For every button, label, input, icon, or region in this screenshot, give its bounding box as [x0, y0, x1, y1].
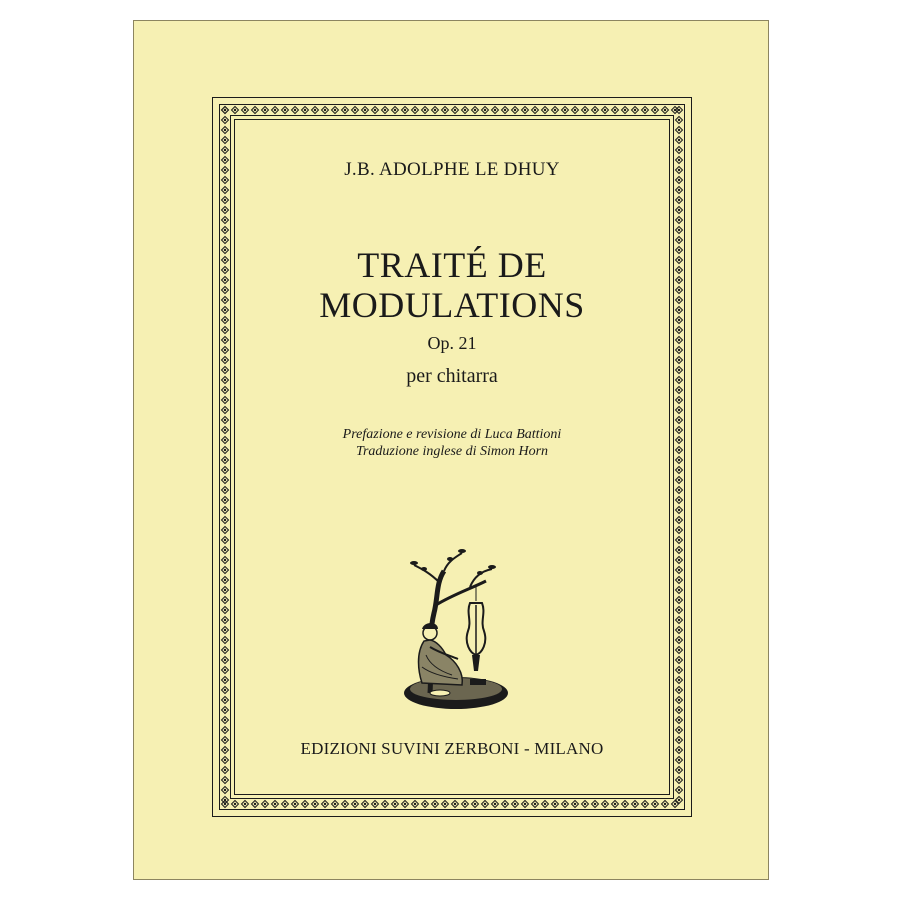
title-line-1: TRAITÉ DE — [357, 245, 547, 285]
instrument-label: per chitarra — [406, 365, 498, 387]
border-ornament — [222, 477, 229, 484]
border-ornament — [592, 801, 599, 808]
border-ornament — [562, 801, 569, 808]
border-ornament — [562, 107, 569, 114]
border-band-bottom — [220, 799, 684, 809]
border-ornament — [222, 647, 229, 654]
border-ornament — [592, 107, 599, 114]
border-ornament — [676, 417, 683, 424]
border-ornament — [512, 107, 519, 114]
border-ornament — [222, 547, 229, 554]
border-ornament — [676, 527, 683, 534]
border-ornament — [422, 801, 429, 808]
border-ornament — [492, 801, 499, 808]
border-ornament — [222, 677, 229, 684]
border-ornament — [676, 587, 683, 594]
border-ornament — [602, 107, 609, 114]
border-ornament — [222, 237, 229, 244]
border-ornament — [676, 657, 683, 664]
translation-credit: Traduzione inglese di Simon Horn — [355, 444, 549, 459]
border-ornament — [532, 801, 539, 808]
border-ornament — [282, 107, 289, 114]
border-ornament — [352, 107, 359, 114]
border-ornament — [622, 801, 629, 808]
border-ornament — [222, 657, 229, 664]
border-ornament — [676, 547, 683, 554]
border-ornament — [222, 527, 229, 534]
border-ornament — [482, 801, 489, 808]
border-ornament — [676, 607, 683, 614]
border-ornament — [676, 567, 683, 574]
border-ornament — [222, 557, 229, 564]
border-ornament — [222, 197, 229, 204]
border-ornament — [392, 801, 399, 808]
border-ornament — [676, 107, 683, 114]
border-band-top — [220, 105, 684, 115]
border-ornament — [222, 487, 229, 494]
border-ornament — [252, 107, 259, 114]
border-ornament — [676, 627, 683, 634]
border-ornament — [442, 801, 449, 808]
border-ornament — [232, 801, 239, 808]
border-ornament — [372, 107, 379, 114]
border-ornament — [222, 607, 229, 614]
border-ornament — [676, 117, 683, 124]
border-ornament — [282, 801, 289, 808]
border-ornament — [542, 801, 549, 808]
border-ornament — [342, 107, 349, 114]
border-ornament — [572, 801, 579, 808]
border-ornament — [652, 801, 659, 808]
border-ornament — [676, 357, 683, 364]
border-ornament — [262, 801, 269, 808]
border-ornament — [432, 801, 439, 808]
border-ornament — [676, 187, 683, 194]
border-ornament — [676, 707, 683, 714]
border-ornament — [322, 801, 329, 808]
border-ornament — [676, 467, 683, 474]
border-ornament — [662, 801, 669, 808]
border-ornament — [676, 677, 683, 684]
border-ornament — [602, 801, 609, 808]
border-ornament — [222, 227, 229, 234]
border-ornament — [222, 107, 229, 114]
border-ornament — [402, 801, 409, 808]
border-ornament — [222, 767, 229, 774]
title-line-2: MODULATIONS — [319, 285, 585, 325]
border-ornament — [676, 507, 683, 514]
border-ornament — [222, 407, 229, 414]
border-ornament — [512, 801, 519, 808]
border-ornament — [676, 577, 683, 584]
border-ornament — [222, 357, 229, 364]
border-ornament — [222, 667, 229, 674]
border-ornament — [552, 801, 559, 808]
border-ornament — [676, 777, 683, 784]
border-ornament — [676, 697, 683, 704]
border-ornament — [382, 801, 389, 808]
border-ornament — [222, 187, 229, 194]
border-ornament — [676, 537, 683, 544]
border-ornament — [292, 801, 299, 808]
border-ornament — [676, 407, 683, 414]
border-ornament — [676, 787, 683, 794]
border-ornament — [492, 107, 499, 114]
border-ornament — [632, 107, 639, 114]
border-ornament — [612, 801, 619, 808]
border-ornament — [676, 497, 683, 504]
border-ornament — [552, 107, 559, 114]
seated-luthier-under-tree-engraving — [400, 543, 512, 719]
border-ornament — [676, 727, 683, 734]
border-ornament — [222, 577, 229, 584]
border-ornament — [362, 801, 369, 808]
border-ornament — [676, 147, 683, 154]
border-ornament — [312, 801, 319, 808]
border-ornament — [272, 107, 279, 114]
preface-credit: Prefazione e revisione di Luca Battioni — [342, 427, 562, 442]
border-ornament — [676, 217, 683, 224]
border-ornament — [662, 107, 669, 114]
border-ornament — [522, 801, 529, 808]
border-ornament — [222, 217, 229, 224]
border-ornament — [222, 797, 229, 804]
border-ornament — [676, 517, 683, 524]
border-ornament — [322, 107, 329, 114]
opus-number: Op. 21 — [427, 333, 477, 353]
border-ornament — [462, 107, 469, 114]
border-ornament — [222, 517, 229, 524]
border-ornament — [222, 507, 229, 514]
border-ornament — [222, 147, 229, 154]
border-ornament — [422, 107, 429, 114]
border-ornament — [222, 137, 229, 144]
border-ornament — [676, 637, 683, 644]
border-ornament — [222, 587, 229, 594]
border-ornament — [222, 417, 229, 424]
border-ornament — [222, 597, 229, 604]
border-ornament — [676, 197, 683, 204]
border-ornament — [676, 597, 683, 604]
border-ornament — [352, 801, 359, 808]
border-ornament — [622, 107, 629, 114]
border-ornament — [502, 107, 509, 114]
border-ornament — [222, 777, 229, 784]
border-ornament — [272, 801, 279, 808]
border-ornament — [676, 397, 683, 404]
border-ornament — [582, 107, 589, 114]
border-ornament — [676, 227, 683, 234]
border-ornament — [676, 207, 683, 214]
border-ornament — [222, 627, 229, 634]
author-name: J.B. ADOLPHE LE DHUY — [344, 159, 560, 180]
border-ornament — [262, 107, 269, 114]
border-ornament — [362, 107, 369, 114]
border-ornament — [222, 127, 229, 134]
border-ornament — [676, 717, 683, 724]
border-ornament — [452, 107, 459, 114]
border-ornament — [222, 787, 229, 794]
border-ornament — [532, 107, 539, 114]
border-ornament — [222, 567, 229, 574]
border-ornament — [652, 107, 659, 114]
border-ornament — [222, 207, 229, 214]
border-ornament — [302, 801, 309, 808]
border-ornament — [442, 107, 449, 114]
border-ornament — [372, 801, 379, 808]
border-ornament — [612, 107, 619, 114]
border-ornament — [222, 397, 229, 404]
border-ornament — [542, 107, 549, 114]
border-ornament — [392, 107, 399, 114]
border-ornament — [242, 107, 249, 114]
border-ornament — [342, 801, 349, 808]
border-ornament — [676, 687, 683, 694]
border-ornament — [676, 137, 683, 144]
border-ornament — [676, 237, 683, 244]
border-ornament — [332, 107, 339, 114]
border-ornament — [222, 727, 229, 734]
border-ornament — [312, 107, 319, 114]
border-ornament — [472, 107, 479, 114]
border-ornament — [232, 107, 239, 114]
border-ornament — [582, 801, 589, 808]
border-ornament — [222, 117, 229, 124]
border-ornament — [222, 467, 229, 474]
border-ornament — [242, 801, 249, 808]
border-ornament — [252, 801, 259, 808]
border-ornament — [432, 107, 439, 114]
score-cover — [133, 20, 769, 880]
border-ornament — [676, 617, 683, 624]
border-ornament — [292, 107, 299, 114]
border-ornament — [302, 107, 309, 114]
border-ornament — [222, 687, 229, 694]
border-ornament — [382, 107, 389, 114]
border-ornament — [462, 801, 469, 808]
border-ornament — [222, 537, 229, 544]
border-ornament — [222, 617, 229, 624]
border-ornament — [222, 707, 229, 714]
border-ornament — [522, 107, 529, 114]
border-ornament — [676, 647, 683, 654]
border-ornament — [502, 801, 509, 808]
border-ornament — [676, 487, 683, 494]
publisher-imprint: EDIZIONI SUVINI ZERBONI - MILANO — [300, 739, 604, 758]
border-ornament — [642, 107, 649, 114]
border-ornament — [332, 801, 339, 808]
border-ornament — [676, 127, 683, 134]
border-ornament — [676, 767, 683, 774]
border-ornament — [472, 801, 479, 808]
border-ornament — [222, 637, 229, 644]
border-ornament — [676, 797, 683, 804]
border-ornament — [452, 801, 459, 808]
border-ornament — [412, 801, 419, 808]
border-ornament — [412, 107, 419, 114]
border-ornament — [642, 801, 649, 808]
border-ornament — [676, 667, 683, 674]
border-ornament — [632, 801, 639, 808]
border-ornament — [676, 477, 683, 484]
border-ornament — [222, 497, 229, 504]
border-ornament — [572, 107, 579, 114]
border-ornament — [482, 107, 489, 114]
border-ornament — [222, 717, 229, 724]
border-ornament — [222, 697, 229, 704]
border-ornament — [402, 107, 409, 114]
border-ornament — [676, 557, 683, 564]
